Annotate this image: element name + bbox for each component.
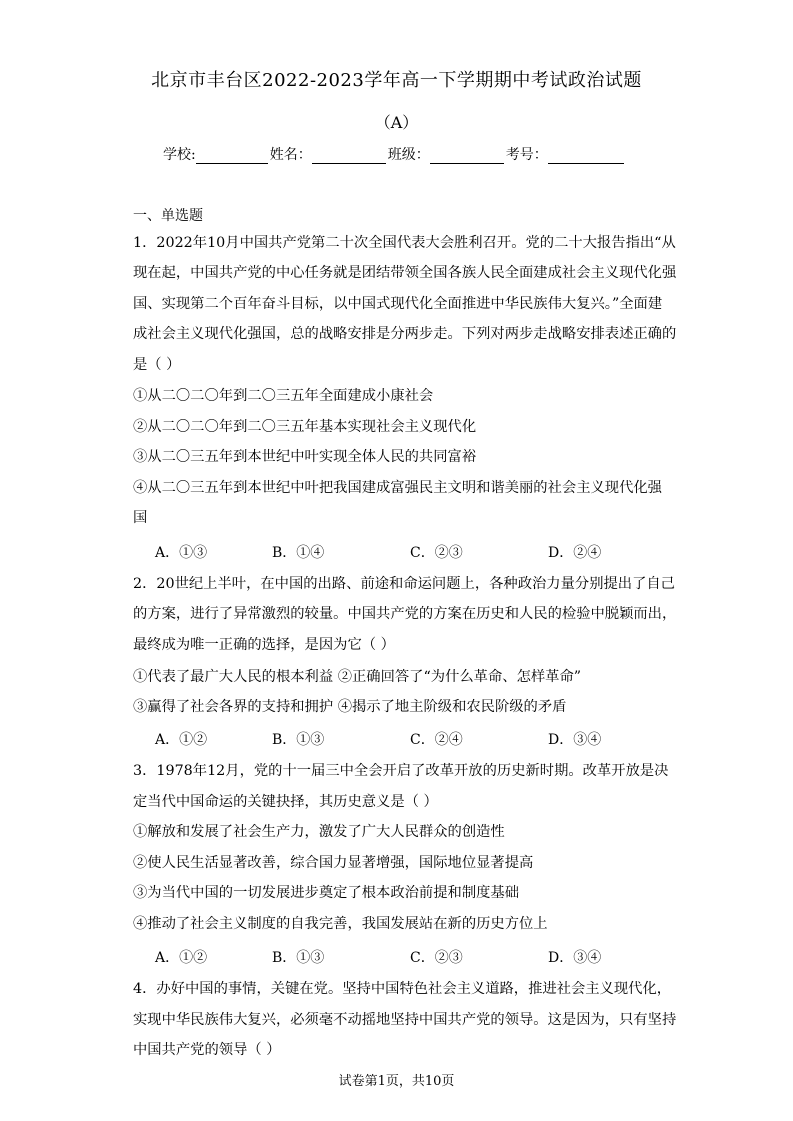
q3-option-a[interactable]: A．①②: [155, 950, 208, 966]
q3-statement-2: ②使人民生活显著改善，综合国力显著增强，国际地位显著提高: [133, 855, 534, 871]
q4-line-2: 实现中华民族伟大复兴，必须毫不动摇地坚持中国共产党的领导。这是因为，只有坚持: [133, 1012, 677, 1028]
q1-line-5: 是（ ）: [133, 357, 181, 373]
q3-statement-3: ③为当代中国的一切发展进步奠定了根本政治前提和制度基础: [133, 885, 520, 901]
number-label: 考号：: [505, 147, 548, 163]
q2-line-1: 2．20世纪上半叶，在中国的出路、前途和命运问题上，各种政治力量分别提出了自己: [133, 576, 675, 592]
page-title: 北京市丰台区2022-2023学年高一下学期期中考试政治试题: [151, 70, 642, 91]
school-label: 学校:: [163, 147, 196, 163]
q2-line-2: 的方案，进行了异常激烈的较量。中国共产党的方案在历史和人民的检验中脱颖而出，: [133, 606, 677, 622]
q2-statement-1: ①代表了最广大人民的根本利益 ②正确回答了“为什么革命、怎样革命”: [133, 669, 582, 685]
q2-option-d[interactable]: D．③④: [548, 732, 602, 748]
q1-option-b[interactable]: B．①④: [272, 545, 325, 561]
name-blank: [312, 149, 386, 164]
q2-line-3: 最终成为唯一正确的选择，是因为它（ ）: [133, 637, 395, 653]
number-blank: [548, 149, 624, 164]
q1-option-a[interactable]: A．①③: [155, 545, 208, 561]
q4-line-3: 中国共产党的领导（ ）: [133, 1042, 281, 1058]
q2-option-a[interactable]: A．①②: [155, 732, 208, 748]
q1-statement-3: ③从二〇三五年到本世纪中叶实现全体人民的共同富裕: [133, 449, 477, 465]
school-blank: [196, 149, 268, 164]
q1-line-3: 国、实现第二个百年奋斗目标，以中国式现代化全面推进中华民族伟大复兴。”全面建: [133, 296, 663, 312]
q3-option-d[interactable]: D．③④: [548, 950, 602, 966]
q3-option-c[interactable]: C．②③: [410, 950, 463, 966]
q1-option-d[interactable]: D．②④: [548, 545, 602, 561]
q1-statement-1: ①从二〇二〇年到二〇三五年全面建成小康社会: [133, 388, 434, 404]
q1-statement-4-cont: 国: [133, 510, 148, 526]
q3-statement-4: ④推动了社会主义制度的自我完善，我国发展站在新的历史方位上: [133, 916, 548, 932]
page-subtitle: （A）: [374, 113, 419, 132]
q1-option-c[interactable]: C．②③: [410, 545, 463, 561]
q1-line-2: 现在起，中国共产党的中心任务就是团结带领全国各族人民全面建成社会主义现代化强: [133, 265, 677, 281]
q1-line-4: 成社会主义现代化强国，总的战略安排是分两步走。下列对两步走战略安排表述正确的: [133, 326, 677, 342]
q2-option-c[interactable]: C．②④: [410, 732, 463, 748]
page-footer: 试卷第1页，共10页: [338, 1074, 455, 1089]
student-info-line: [163, 144, 626, 164]
q1-statement-4: ④从二〇三五年到本世纪中叶把我国建成富强民主文明和谐美丽的社会主义现代化强: [133, 480, 662, 496]
name-label: 姓名：: [269, 147, 312, 163]
q1-line-1: 1．2022年10月中国共产党第二十次全国代表大会胜利召开。党的二十大报告指出“从: [133, 235, 676, 251]
q3-statement-1: ①解放和发展了社会生产力，激发了广大人民群众的创造性: [133, 824, 505, 840]
q3-option-b[interactable]: B．①③: [272, 950, 325, 966]
class-label: 班级：: [387, 147, 430, 163]
q2-statement-2: ③赢得了社会各界的支持和拥护 ④揭示了地主阶级和农民阶级的矛盾: [133, 699, 567, 715]
q4-line-1: 4．办好中国的事情，关键在党。坚持中国特色社会主义道路，推进社会主义现代化，: [133, 981, 672, 997]
class-blank: [430, 149, 504, 164]
q3-line-1: 3．1978年12月，党的十一届三中全会开启了改革开放的历史新时期。改革开放是决: [133, 763, 669, 779]
q1-statement-2: ②从二〇二〇年到二〇三五年基本实现社会主义现代化: [133, 419, 477, 435]
q3-line-2: 定当代中国命运的关键抉择，其历史意义是（ ）: [133, 794, 438, 810]
section-heading: 一、单选题: [133, 208, 203, 224]
q2-option-b[interactable]: B．①③: [272, 732, 325, 748]
